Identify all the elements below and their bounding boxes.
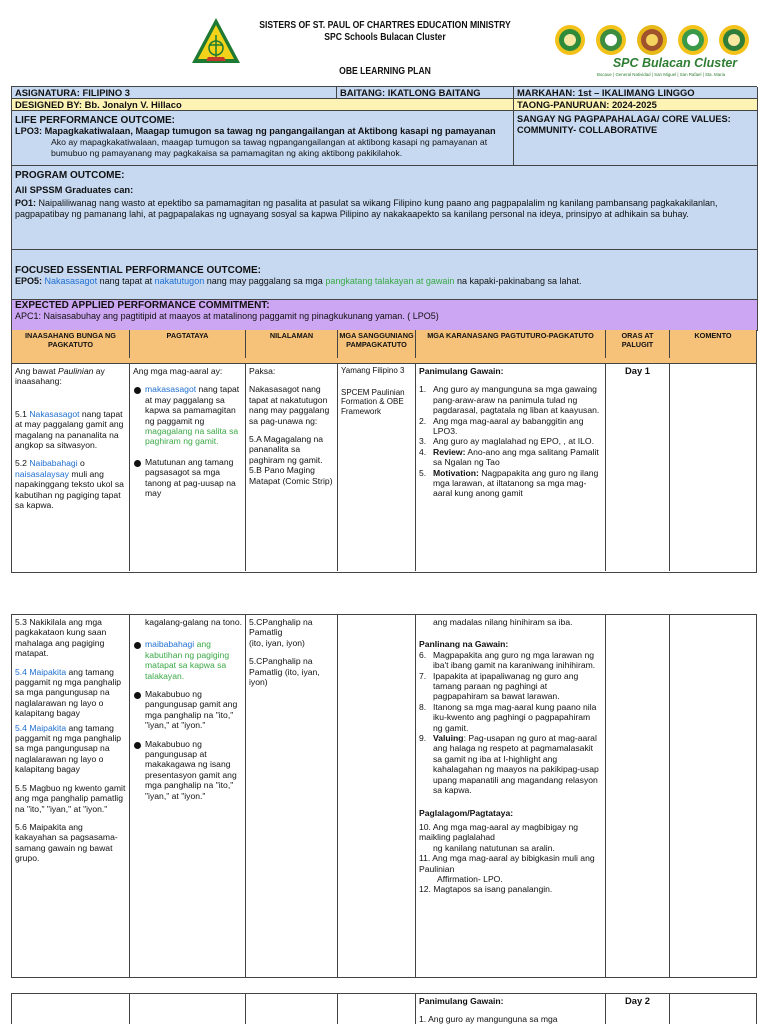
- focused-essential-performance-outcome: [12, 250, 758, 300]
- karanasan-day1-item-2: [419, 416, 602, 437]
- nilalaman-5c-2: 5.CPanghalip na Pamatlig (ito, iyan, iyon): [249, 656, 320, 688]
- epo5-statement: [15, 276, 754, 287]
- cluster-schools: Bocaue | General Natividad | San Miguel | San Rafael | Sta. Maria: [596, 72, 726, 77]
- designed-by: DESIGNED BY: Bb. Jonalyn V. Hillaco: [12, 99, 514, 111]
- po1-text: Naipaliliwanag nang wasto at epektibo sa pamamagitan ng pasalita at pasulat sa wikang Filipino kung paano ang pagpapalalim ng kanilang pambansang pagkakakilanlan, pagpapatibay ng pamanang lahi, at pagpapalakas ng ugnayang sosyal sa kapwa Pilipino ay nakakaapekto sa kanilang personal na ideya, prinsipyo at adhikain sa buhay.: [15, 198, 718, 219]
- markahan: MARKAHAN: 1st – IKALIMANG LINGGO: [514, 87, 758, 99]
- apc1-statement: APC1: Naisasabuhay ang pagtitipid at maayos at matalinong paggamit ng pinagkukunang yaman. ( LPO5): [15, 311, 439, 321]
- karanasan-day1-item-3: [419, 436, 602, 446]
- core-values-value: COMMUNITY- COLLABORATIVE: [517, 125, 658, 135]
- bunga-5-1: 5.1 Nakasasagot nang tapat at may paggalang gamit ang magalang na pananalita na angkop sa sitwasyon.: [15, 408, 124, 451]
- taong-panuruan: TAONG-PANURUAN: 2024-2025: [514, 99, 758, 111]
- panimulang-gawain-title: Panimulang Gawain:: [419, 366, 504, 376]
- table-header-row: [12, 330, 756, 364]
- cell-oras: Day 1: [606, 364, 670, 571]
- karanasan-day2-item-1: 1. Ang guro ay mangunguna sa mga: [419, 1014, 558, 1024]
- list-text: Magpapakita ang guro ng mga larawan ng iba't ibang gamit na karaniwang inihihiram.: [433, 649, 596, 671]
- karanasan-list-2: [419, 650, 602, 733]
- list-number: 3.: [419, 436, 427, 447]
- bunga-5-4-b: 5.4 Maipakita ang tamang paggamit ng mga panghalip sa mga pangungusap na naglalarawan ng layo o kalapitang bagay: [15, 722, 122, 775]
- header-karanasan: MGA KARANASANG PAGTUTURO-PAGKATUTO: [416, 330, 606, 358]
- spc-seal-icon: [190, 15, 242, 67]
- header-nilalaman: NILALAMAN: [246, 330, 338, 358]
- header-oras: ORAS AT PALUGIT: [606, 330, 670, 358]
- learning-table-page-1: [11, 330, 757, 573]
- plan-title: OBE LEARNING PLAN: [339, 66, 431, 77]
- epo-title: FOCUSED ESSENTIAL PERFORMANCE OUTCOME:: [15, 265, 261, 276]
- nilalaman-text: Nakasasagot nang tapat at nakatutugon nang may paggalang sa pag-unawa ng:: [249, 384, 330, 426]
- organization-name: [252, 20, 519, 44]
- karanasan-item-9: 9. Valuing: Pag-usapan ng guro at mag-aaral ang halaga ng respeto at pagmamalasakit sa gamit ng iba at I-highlight ang kahalagahan ng maayos na pakikipag-usap upang mapanatili ang magandang relasyon sa kapwa.: [419, 733, 599, 796]
- bunga-5-4-a: 5.4 Maipakita ang tamang paggamit ng mga panghalip sa mga pangungusap na naglalarawan ng layo o kalapitang bagay: [15, 666, 122, 719]
- cluster-logos: [554, 24, 754, 58]
- bunga-5-5: 5.5 Magbuo ng kwento gamit ang mga panghalip pamatlig na "ito," "iyan," at "iyon.": [15, 782, 126, 814]
- list-number: 7.: [419, 670, 427, 681]
- bunga-intro: Ang bawat Paulinian ay inaasahang:: [15, 366, 105, 387]
- list-text: Ipapakita at ipapaliwanag ng guro ang tamang paraan ng paghingi at pagpapahiram sa bawat larawan.: [433, 670, 579, 702]
- list-number: 2.: [419, 415, 427, 426]
- list-number: 1.: [419, 384, 427, 395]
- karanasan-panlinang-item-1: [419, 650, 602, 671]
- cluster-name: SPC Bulacan Cluster: [612, 56, 738, 70]
- info-grid: [11, 86, 757, 330]
- cell-komento-day2: [670, 994, 756, 1024]
- epo5-text-1: nang tapat at: [99, 276, 153, 286]
- panimulang-gawain-title-day2: Panimulang Gawain:: [419, 996, 504, 1006]
- nilalaman-5c-1b: (ito, iyan, iyon): [249, 637, 305, 648]
- cell-inaasahang-bunga: [12, 364, 130, 571]
- program-outcome: [12, 166, 758, 250]
- learning-table-page-2: [11, 614, 757, 978]
- paulinian-word: Paulinian: [58, 366, 94, 376]
- karanasan-item-10: 10. Ang mga mag-aaral ay magbibigay ng maikling paglalahad: [419, 821, 579, 843]
- karanasan-item-11b: Affirmation- LPO.: [437, 873, 503, 884]
- karanasan-item-12: 12. Magtapos sa isang panalangin.: [419, 884, 553, 895]
- school-logo-1-icon: [554, 24, 586, 56]
- karanasan-item-10b: ng kanilang natutunan sa aralin.: [433, 842, 555, 853]
- header-pagtataya: PAGTATAYA: [130, 330, 246, 358]
- cell-komento-cont: [670, 615, 756, 977]
- po-subtitle: All SPSSM Graduates can:: [15, 184, 134, 195]
- core-values-label: SANGAY NG PAGPAPAHALAGA/ CORE VALUES:: [517, 114, 731, 124]
- header-inaasahang-bunga: INAASAHANG BUNGA NG PAGKATUTO: [12, 330, 130, 358]
- cell-inaasahang-bunga-day2: [12, 994, 130, 1024]
- epo5-keyword-3: pangkatang talakayan at gawain: [325, 276, 455, 286]
- karanasan-panlinang-item-3: [419, 702, 602, 733]
- cell-nilalaman: [246, 364, 338, 571]
- expected-applied-performance-commitment: [12, 300, 758, 331]
- document-header: [0, 0, 768, 86]
- cell-karanasan-day2: [416, 994, 606, 1024]
- cell-pagtataya-day2: [130, 994, 246, 1024]
- table-row-day-2: [12, 994, 756, 1024]
- bunga-5-2: 5.2 Naibabahagi o naisasalaysay muli ang napakinggang teksto ukol sa kabutihan ng pagiging tapat sa kapwa.: [15, 458, 124, 511]
- pagtataya-item-4: Makabubuo ng pangungusap gamit ang mga panghalip na "ito," "iyan," at "iyon.": [133, 689, 242, 731]
- cell-oras-cont: [606, 615, 670, 977]
- list-text: Ang guro ay maglalahad ng EPO, , at ILO.: [433, 436, 594, 447]
- karanasan-day1-item-1: [419, 384, 602, 415]
- table-row-day-1: [12, 364, 756, 571]
- paglalagom-title: Paglalagom/Pagtataya:: [419, 807, 514, 818]
- nilalaman-paksa: Paksa:: [249, 366, 276, 376]
- learning-table-page-3: [11, 993, 757, 1024]
- epo5-keyword-1: Nakasasagot: [44, 276, 98, 286]
- po1-label: PO1:: [15, 198, 37, 208]
- table-row-day-1-continued: [12, 615, 756, 977]
- school-logo-2-icon: [595, 24, 627, 56]
- school-logo-4-icon: [677, 24, 709, 56]
- cell-karanasan: [416, 364, 606, 571]
- nilalaman-5c-1: 5.CPanghalip na Pamatlig: [249, 617, 313, 638]
- pagtataya-item-5: Makabubuo ng pangungusap at makakagawa ng isang presentasyon gamit ang mga panghalip na "ito," "iyan," at "iyon.": [133, 739, 242, 801]
- list-number: 6.: [419, 649, 427, 660]
- bunga-5-3: 5.3 Nakikilala ang mga pagkakataon kung saan mahalaga ang pagiging matapat.: [15, 617, 107, 659]
- pagtataya-item-2: Matutunan ang tamang pagsasagot sa mga tanong at pag-uusap na may: [133, 457, 242, 499]
- list-text: Ang guro ay mangunguna sa mga gawaing pang-araw-araw na panimula tulad ng pagdarasal, pagtatala ng liban at kaayusan.: [433, 384, 600, 416]
- panlinang-gawain-title: Panlinang na Gawain:: [419, 639, 509, 650]
- cell-nilalaman-cont: [246, 615, 338, 977]
- cell-sanggunian-cont: [338, 615, 416, 977]
- cell-komento: [670, 364, 756, 571]
- cell-nilalaman-day2: [246, 994, 338, 1024]
- cell-oras-day2: Day 2: [606, 994, 670, 1024]
- cell-karanasan-cont: [416, 615, 606, 977]
- asignatura: ASIGNATURA: FILIPINO 3: [12, 87, 337, 99]
- epo5-keyword-2: nakatutugon: [154, 276, 205, 286]
- header-sanggunian: MGA SANGGUNIANG PAMPAGKATUTO: [338, 330, 416, 358]
- lpo-description: Ako ay mapagkakatiwalaan, maagap tumugon sa tawag ngpangangailangan at aktibong kasapi ng pamayanan at bumubuo ng pamayanang may pagkakaisa sa pamamagitan ng aking aktibong pakikilahok.: [51, 137, 488, 158]
- epo5-text-2: nang may paggalang sa mga: [206, 276, 323, 286]
- pagtataya-intro: Ang mga mag-aaral ay:: [133, 366, 223, 376]
- karanasan-item-5: 5. Motivation: Nagpapakita ang guro ng ilang mga larawan, at iltatanong sa mga mag-aaral kung anong gamit: [419, 467, 599, 499]
- sanggunian-1: Yamang Filipino 3: [341, 366, 405, 375]
- pagtataya-item-1: makasasagot nang tapat at may paggalang sa kapwa sa pamamagitan ng paggamit ng magagalang na salita sa paghiram ng gamit.: [133, 384, 242, 446]
- list-text: Itanong sa mga mag-aaral kung paano nila iku-kwento ang paghingi o pagpapahiram ng gamit.: [433, 701, 597, 733]
- cell-pagtataya: [130, 364, 246, 571]
- school-logo-3-icon: [636, 24, 668, 56]
- list-number: 8.: [419, 701, 427, 712]
- org-line-1: SISTERS OF ST. PAUL OF CHARTRES EDUCATION MINISTRY: [259, 20, 511, 31]
- baitang: BAITANG: IKATLONG BAITANG: [337, 87, 514, 99]
- cell-sanggunian-day2: [338, 994, 416, 1024]
- sanggunian-2: SPCEM Paulinian Formation & OBE Framework: [341, 387, 405, 416]
- nilalaman-5a: 5.A Magagalang na pananalita sa paghiram ng gamit.: [249, 434, 324, 465]
- po1-statement: [15, 198, 754, 220]
- karanasan-panlinang-item-2: [419, 671, 602, 702]
- karanasan-list-1: [419, 384, 602, 446]
- pagtataya-continued: kagalang-galang na tono.: [145, 617, 242, 627]
- life-performance-outcome: [12, 111, 514, 166]
- lpo-title: LIFE PERFORMANCE OUTCOME:: [15, 115, 175, 126]
- cell-inaasahang-bunga-cont: [12, 615, 130, 977]
- pagtataya-item-3: maibabahagi ang kabutihan ng pagiging matapat sa kapwa sa talakayan.: [133, 639, 242, 681]
- org-line-2: SPC Schools Bulacan Cluster: [324, 32, 446, 43]
- core-values: [514, 111, 758, 166]
- karanasan-item-11: 11. Ang mga mag-aaral ay bibigkasin muli ang Paulinian: [419, 853, 595, 874]
- list-text: Ang mga mag-aaral ay babanggitin ang LPO3.: [433, 415, 584, 437]
- bunga-5-6: 5.6 Maipakita ang kakayahan sa pagsasama-samang gawain ng bawat grupo.: [15, 821, 118, 864]
- header-komento: KOMENTO: [694, 331, 732, 340]
- karanasan-continued: ang madalas nilang hinihiram sa iba.: [433, 617, 573, 627]
- cell-sanggunian: [338, 364, 416, 571]
- cell-pagtataya-cont: [130, 615, 246, 977]
- apc-title: EXPECTED APPLIED PERFORMANCE COMMITMENT:: [15, 300, 270, 311]
- school-logo-5-icon: [718, 24, 750, 56]
- po-title: PROGRAM OUTCOME:: [15, 170, 125, 181]
- karanasan-item-4: 4. Review: Ano-ano ang mga salitang Pamalit sa Ngalan ng Tao: [419, 446, 599, 468]
- nilalaman-5b: 5.B Pano Maging Matapat (Comic Strip): [249, 465, 333, 486]
- epo5-text-3: na kapaki-pakinabang sa lahat.: [456, 276, 582, 286]
- epo5-label: EPO5:: [15, 276, 43, 286]
- lpo3-statement: LPO3: Mapagkakatiwalaan, Maagap tumugon sa tawag ng pangangailangan at Aktibong kasapi ng pamayanan: [15, 126, 496, 136]
